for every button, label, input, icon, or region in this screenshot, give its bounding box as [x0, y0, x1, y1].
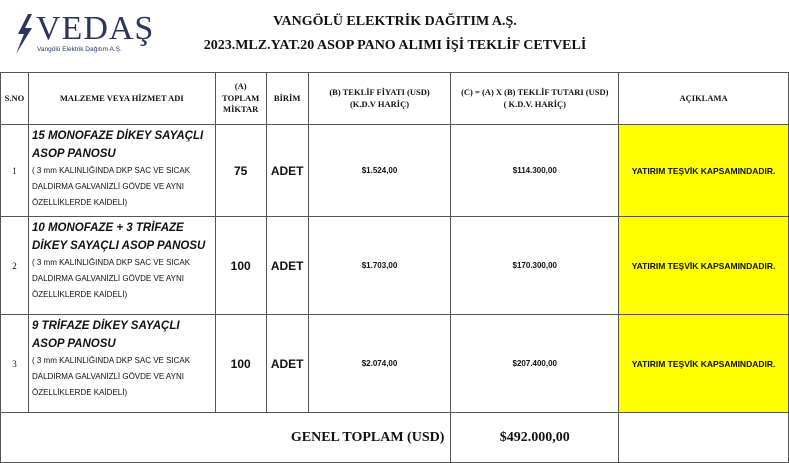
grand-total-label: GENEL TOPLAM (USD)	[1, 413, 451, 463]
row-quantity: 100	[215, 315, 266, 413]
row-unit: ADET	[266, 217, 308, 315]
row-total-price: $170.300,00	[451, 217, 619, 315]
row-sno: 3	[1, 315, 29, 413]
document-title: 2023.MLZ.YAT.20 ASOP PANO ALIMI İŞİ TEKLİF CETVELİ	[203, 38, 587, 53]
item-description: ( 3 mm KALINLIĞINDA DKP SAC VE SICAK DALDIRMA GALVANİZLİ GÖVDE VE AYNI ÖZELLİKLERDE KAİDELİ)	[31, 356, 191, 397]
header-total: (C) = (A) X (B) TEKLİF TUTARI (USD) ( K.D.V. HARİÇ)	[451, 73, 619, 125]
header-qty: (A) TOPLAM MİKTAR	[215, 73, 266, 125]
row-quantity: 75	[215, 125, 266, 217]
row-unit-price: $1.524,00	[308, 125, 451, 217]
table-row	[1, 315, 789, 413]
item-description: ( 3 mm KALINLIĞINDA DKP SAC VE SICAK DALDIRMA GALVANİZLİ GÖVDE VE AYNI ÖZELLİKLERDE KAİDELİ)	[31, 258, 191, 299]
header-price: (B) TEKLİF FİYATI (USD) (K.D.V HARİÇ)	[308, 73, 451, 125]
logo-text: VEDAŞ	[36, 10, 155, 47]
row-item	[28, 125, 215, 217]
header-unit: BİRİM	[266, 73, 308, 125]
row-note: YATIRIM TEŞVİK KAPSAMINDADIR.	[619, 125, 789, 217]
row-unit-price: $2.074,00	[308, 315, 451, 413]
row-note: YATIRIM TEŞVİK KAPSAMINDADIR.	[619, 217, 789, 315]
row-total-price: $207.400,00	[451, 315, 619, 413]
lightning-icon	[14, 14, 34, 54]
grand-total-empty	[619, 413, 789, 463]
row-unit: ADET	[266, 315, 308, 413]
row-unit: ADET	[266, 125, 308, 217]
item-title: 10 MONOFAZE + 3 TRİFAZE DİKEY SAYAÇLI ASOP PANOSU	[31, 222, 206, 252]
offer-table	[0, 72, 789, 463]
row-total-price: $114.300,00	[451, 125, 619, 217]
row-sno: 2	[1, 217, 29, 315]
item-description: ( 3 mm KALINLIĞINDA DKP SAC VE SICAK DALDIRMA GALVANİZLİ GÖVDE VE AYNI ÖZELLİKLERDE KAİDELİ)	[31, 166, 191, 207]
vedas-logo	[10, 8, 155, 60]
row-quantity: 100	[215, 217, 266, 315]
item-title: 9 TRİFAZE DİKEY SAYAÇLI ASOP PANOSU	[31, 320, 180, 350]
header-sno: S.NO	[1, 73, 29, 125]
company-title: VANGÖLÜ ELEKTRİK DAĞITIM A.Ş.	[273, 14, 517, 29]
grand-total-value: $492.000,00	[451, 413, 619, 463]
row-item	[28, 315, 215, 413]
document-header	[0, 0, 789, 72]
table-header-row	[1, 73, 789, 125]
table-row	[1, 217, 789, 315]
grand-total-row	[1, 413, 789, 463]
item-title: 15 MONOFAZE DİKEY SAYAÇLI ASOP PANOSU	[31, 130, 204, 160]
header-name: MALZEME VEYA HİZMET ADI	[28, 73, 215, 125]
row-item	[28, 217, 215, 315]
table-row	[1, 125, 789, 217]
row-sno: 1	[1, 125, 29, 217]
row-unit-price: $1.703,00	[308, 217, 451, 315]
logo-subtitle: Vangölü Elektrik Dağıtım A.Ş.	[37, 46, 122, 53]
row-note: YATIRIM TEŞVİK KAPSAMINDADIR.	[619, 315, 789, 413]
header-note: AÇIKLAMA	[619, 73, 789, 125]
